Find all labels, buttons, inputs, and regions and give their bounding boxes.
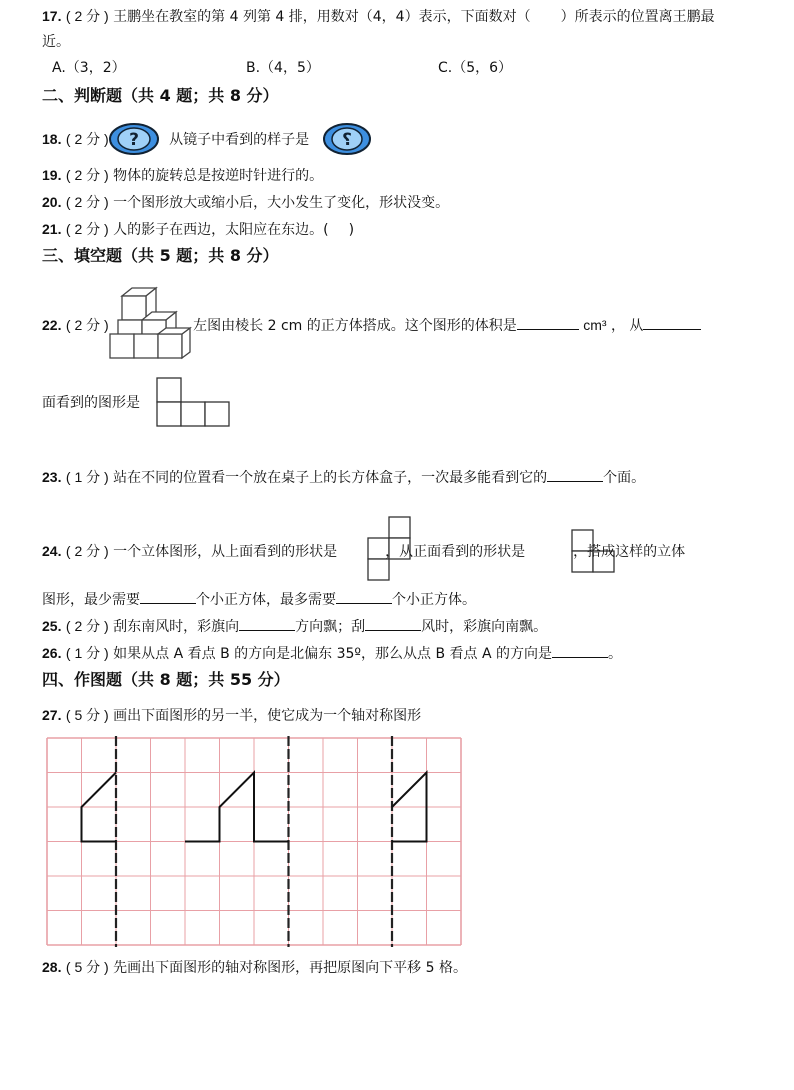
question-text: ）所表示的位置离王鹏最 [560,9,715,25]
question-17-continued [42,32,70,52]
option-b: B.（4，5） [246,60,320,76]
symmetry-grid-figure[interactable] [46,737,464,949]
question-number: 26. [42,645,62,661]
question-points: ( 2 分 ) [65,8,109,24]
option-c: C.（5，6） [438,60,513,76]
question-text: ，从正面看到的形状是 [385,544,526,560]
answer-blank[interactable] [336,589,392,604]
question-24-continued [42,589,476,610]
view-shape-figure [156,377,230,427]
question-number: 17. [42,8,62,24]
question-points: ( 2 分 ) [65,618,109,634]
question-18 [42,129,367,150]
option-a: A.（3，2） [52,60,126,76]
answer-blank[interactable] [365,616,421,631]
unit-label: cm³ [583,317,607,333]
question-number: 24. [42,543,62,559]
question-text: 如果从点 A 看点 B 的方向是北偏东 35º，那么从点 B 看点 A 的方向是 [113,646,552,662]
question-text: ，搭成这样的立体 [573,544,686,560]
question-text: 个小正方体。 [392,592,476,608]
question-number: 28. [42,959,62,975]
question-mark-icon [108,121,160,157]
question-points: ( 2 分 ) [65,194,109,210]
question-text: 先画出下面图形的轴对称图形，再把原图向下平移 5 格。 [113,960,467,976]
question-points: ( 2 分 ) [65,317,109,333]
question-27 [42,705,421,726]
question-text: 个小正方体，最多需要 [196,592,336,608]
question-number: 19. [42,167,62,183]
question-22-continued [42,393,140,413]
question-points: ( 2 分 ) [65,131,109,147]
section-heading-drawing: 四、作图题（共 8 题；共 55 分） [42,670,290,689]
question-number: 27. [42,707,62,723]
question-number: 22. [42,317,62,333]
question-text: 近。 [42,34,70,50]
icon-glyph: ? [342,130,352,150]
answer-blank[interactable] [552,643,608,658]
question-17 [42,6,715,27]
question-text: 方向飘；刮 [295,619,366,635]
question-text: 一个图形放大或缩小后，大小发生了变化，形状没变。 [113,195,450,211]
question-22 [42,315,701,336]
question-text: 面看到的图形是 [42,395,140,411]
question-24 [42,541,685,562]
answer-blank[interactable] [239,616,295,631]
question-points: ( 2 分 ) [65,221,109,237]
question-number: 20. [42,194,62,210]
question-text: 个面。 [603,470,646,486]
question-text: 站在不同的位置看一个放在桌子上的长方体盒子，一次最多能看到它的 [113,470,548,486]
question-text: 左图由棱长 2 cm 的正方体搭成。这个图形的体积是 [193,318,517,334]
question-points: ( 1 分 ) [65,469,109,485]
question-number: 18. [42,131,62,147]
section-heading-fill-blank: 三、填空题（共 5 题；共 8 分） [42,246,279,265]
question-text: 画出下面图形的另一半，使它成为一个轴对称图形 [113,708,422,724]
question-23 [42,467,645,488]
question-25 [42,616,547,637]
answer-blank[interactable] [517,315,579,330]
answer-blank[interactable] [643,315,701,330]
question-text: ， 从 [610,318,644,334]
question-20 [42,192,449,213]
question-19 [42,165,323,186]
question-text: 刮东南风时，彩旗向 [113,619,240,635]
question-text: 图形，最少需要 [42,592,140,608]
question-number: 25. [42,618,62,634]
question-text: ) [348,222,355,238]
question-text: 物体的旋转总是按逆时针进行的。 [113,168,324,184]
question-points: ( 2 分 ) [65,543,109,559]
question-text: 王鹏坐在教室的第 4 列第 4 排，用数对（4，4）表示，下面数对（ [113,9,531,25]
question-number: 21. [42,221,62,237]
mirrored-question-mark-icon [322,121,372,157]
question-text: 。 [607,646,622,662]
question-26 [42,643,622,664]
icon-glyph: ? [129,130,139,150]
question-text: 风时，彩旗向南飘。 [421,619,548,635]
question-points: ( 2 分 ) [65,167,109,183]
question-text: 一个立体图形，从上面看到的形状是 [113,544,338,560]
question-points: ( 1 分 ) [65,645,109,661]
question-28 [42,957,467,978]
section-heading-judgment: 二、判断题（共 4 题；共 8 分） [42,86,279,105]
question-number: 23. [42,469,62,485]
question-points: ( 5 分 ) [65,707,109,723]
question-points: ( 5 分 ) [65,959,109,975]
question-21 [42,219,354,240]
question-text: 从镜子中看到的样子是 [169,132,310,148]
question-text: 人的影子在西边，太阳应在东边。( [113,222,329,238]
answer-blank[interactable] [547,467,603,482]
answer-blank[interactable] [140,589,196,604]
